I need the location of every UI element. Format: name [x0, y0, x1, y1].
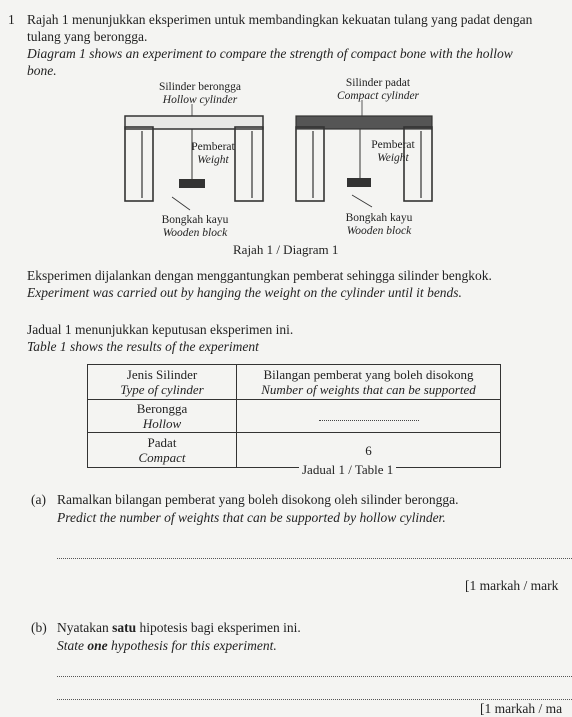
question-a-ms: Ramalkan bilangan pemberat yang boleh disokong oleh silinder berongga. — [57, 492, 459, 507]
question-b-label: (b) — [31, 620, 47, 635]
intro-en-line1: Diagram 1 shows an experiment to compare the strength of compact bone with the hollow — [27, 46, 513, 61]
compact-title-ms: Silinder padat — [345, 77, 411, 89]
table-row — [88, 400, 501, 433]
answer-line-a[interactable] — [57, 558, 572, 559]
table-intro-ms: Jadual 1 menunjukkan keputusan eksperimen ini. — [27, 322, 294, 337]
row-compact-en: Compact — [138, 450, 186, 465]
row-hollow-answer-cell[interactable] — [237, 400, 501, 433]
header-cell-weights — [237, 365, 501, 400]
experiment-ms: Eksperimen dijalankan dengan menggantungkan pemberat sehingga silinder bengkok. — [27, 268, 492, 283]
row-hollow-en: Hollow — [142, 416, 182, 431]
answer-line-b1[interactable] — [57, 676, 572, 677]
compact-title-en: Compact cylinder — [336, 90, 420, 102]
right-wooden-block-a — [296, 127, 324, 201]
intro-ms-line1: Rajah 1 menunjukkan eksperimen untuk membandingkan kekuatan tulang yang padat dengan — [27, 12, 533, 27]
header-type-en: Type of cylinder — [120, 382, 204, 397]
marks-a: [1 markah / mark — [465, 578, 559, 593]
header-weights-en: Number of weights that can be supported — [261, 382, 476, 397]
question-a-en: Predict the number of weights that can be supported by hollow cylinder. — [57, 510, 446, 525]
question-a-label: (a) — [31, 492, 46, 507]
header-type-ms: Jenis Silinder — [126, 367, 198, 382]
header-cell-type — [88, 365, 237, 400]
left-weight-label-en: Weight — [197, 154, 229, 166]
row-hollow-ms: Berongga — [136, 401, 188, 416]
header-weights-ms: Bilangan pemberat yang boleh disokong — [263, 367, 474, 382]
marks-b: [1 markah / ma — [480, 701, 563, 716]
table-caption: Jadual 1 / Table 1 — [299, 462, 396, 478]
left-weight — [179, 179, 205, 188]
results-table — [87, 364, 501, 468]
left-wooden-block-a — [125, 127, 153, 201]
question-b-ms: Nyatakan satu hipotesis bagi eksperimen ini. — [57, 620, 301, 635]
right-block-label-ms: Bongkah kayu — [345, 212, 413, 224]
hollow-answer-blank[interactable] — [319, 408, 419, 421]
question-number: 1 — [8, 12, 15, 27]
left-weight-label-ms: Pemberat — [191, 141, 235, 153]
diagram-caption: Rajah 1 / Diagram 1 — [233, 242, 339, 257]
left-block-label-en: Wooden block — [162, 227, 228, 239]
intro-en-line2: bone. — [27, 63, 57, 78]
hollow-title-ms: Silinder berongga — [158, 81, 242, 93]
intro-ms-line2: tulang yang berongga. — [27, 29, 148, 44]
right-block-label-en: Wooden block — [346, 225, 412, 237]
table-header-row — [88, 365, 501, 400]
table-row — [88, 433, 501, 468]
row-hollow-type — [88, 400, 237, 433]
hollow-title-en: Hollow cylinder — [162, 94, 238, 106]
question-b-en: State one hypothesis for this experiment. — [57, 638, 277, 653]
table-intro-en: Table 1 shows the results of the experiment — [27, 339, 259, 354]
right-weight — [347, 178, 371, 187]
right-weight-label-ms: Pemberat — [371, 139, 415, 151]
row-compact-type — [88, 433, 237, 468]
row-compact-ms: Padat — [147, 435, 177, 450]
answer-line-b2[interactable] — [57, 699, 572, 700]
left-block-label-ms: Bongkah kayu — [161, 214, 229, 226]
experiment-en: Experiment was carried out by hanging the weight on the cylinder until it bends. — [27, 285, 462, 300]
experiment-diagram — [0, 0, 572, 260]
right-weight-label-en: Weight — [377, 152, 409, 164]
row-compact-value: 6 — [237, 433, 501, 468]
